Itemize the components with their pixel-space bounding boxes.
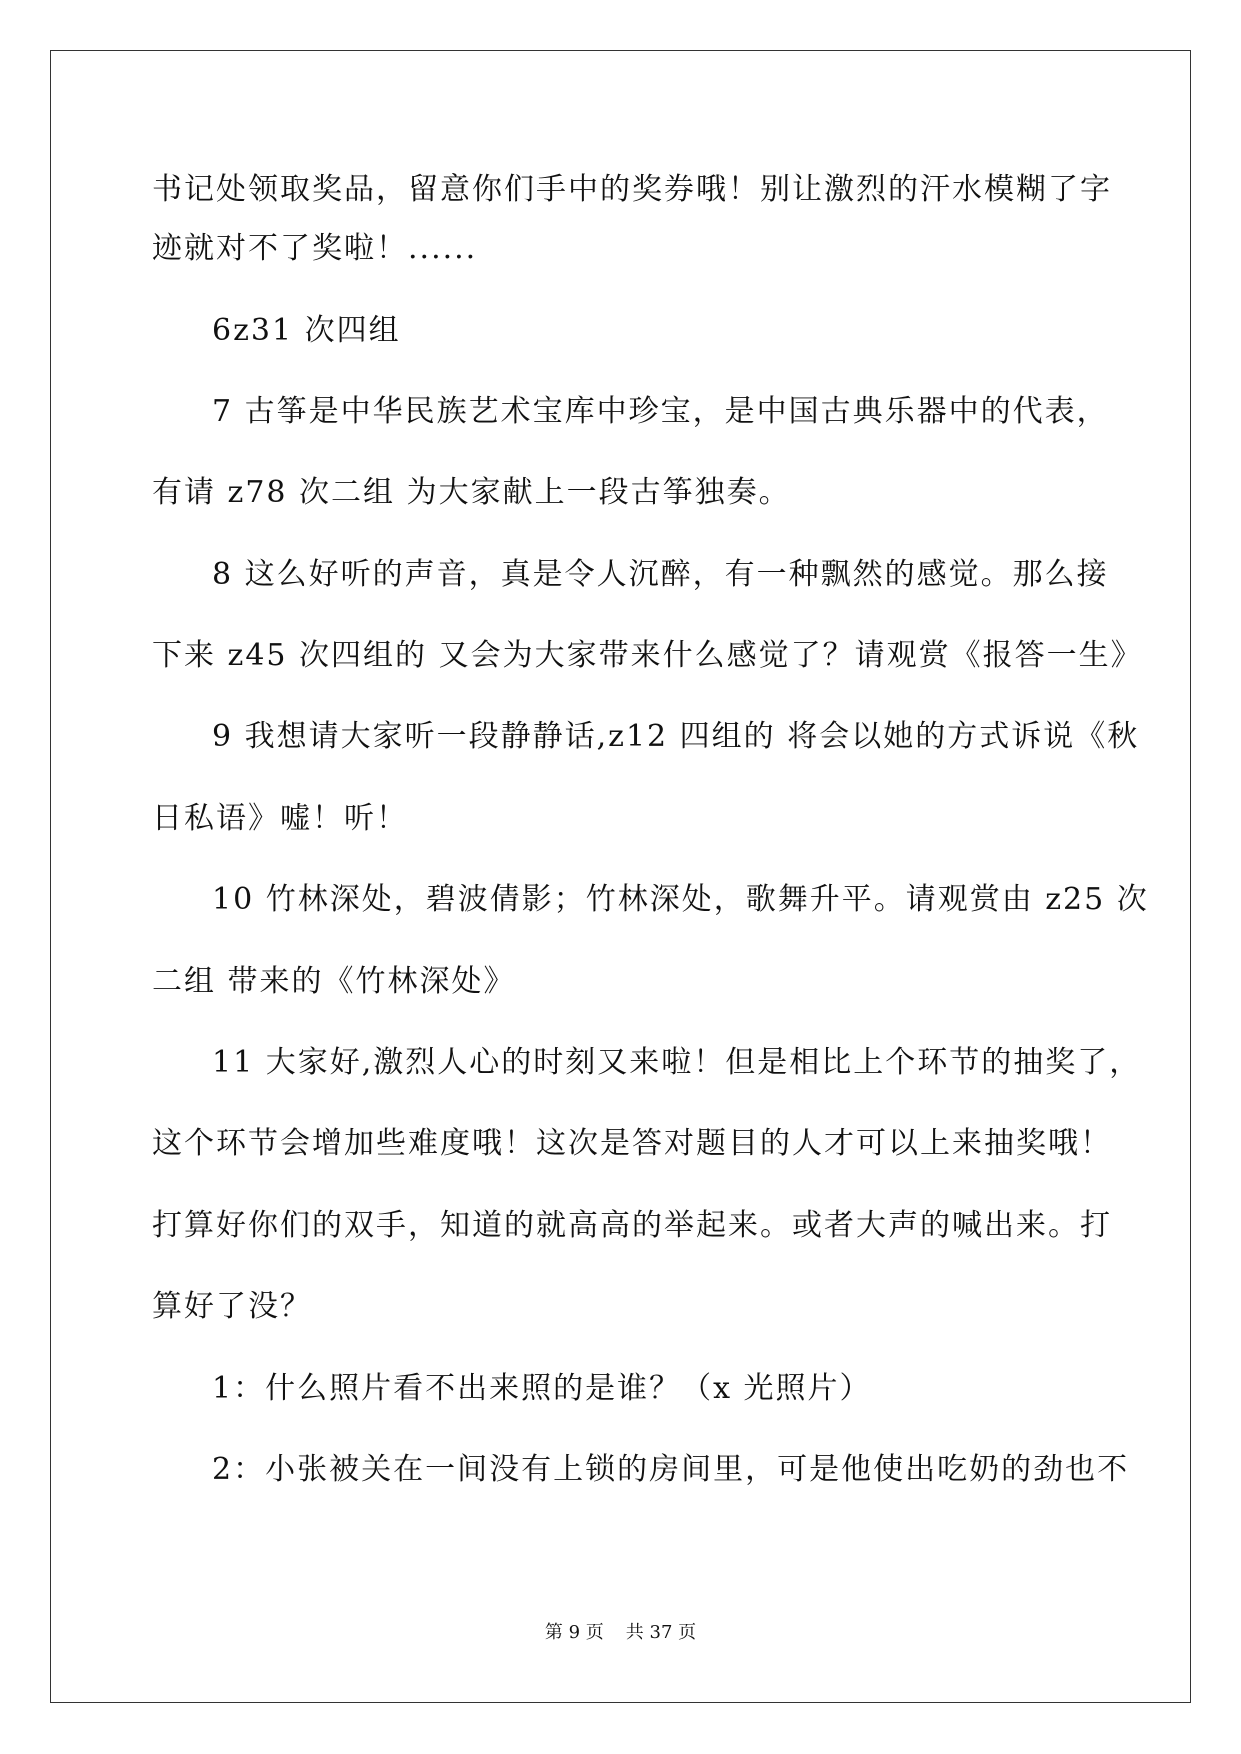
text-line: 下来 z45 次四组的 又会为大家带来什么感觉了？请观赏《报答一生》 xyxy=(152,638,1143,673)
text-line: 11 大家好,激烈人心的时刻又来啦！但是相比上个环节的抽奖了， xyxy=(212,1045,1142,1080)
text-line: 2：小张被关在一间没有上锁的房间里，可是他使出吃奶的劲也不 xyxy=(212,1452,1130,1487)
text-line: 有请 z78 次二组 为大家献上一段古筝独奏。 xyxy=(152,475,791,510)
text-line: 日私语》嘘！听！ xyxy=(152,801,408,836)
text-line: 1：什么照片看不出来照的是谁？（x 光照片） xyxy=(212,1371,872,1406)
page-total: 共 37 页 xyxy=(625,1622,697,1643)
text-line: 8 这么好听的声音，真是令人沉醉，有一种飘然的感觉。那么接 xyxy=(212,557,1109,592)
text-line: 书记处领取奖品，留意你们手中的奖券哦！别让激烈的汗水模糊了字 xyxy=(152,172,1112,207)
text-line: 9 我想请大家听一段静静话,z12 四组的 将会以她的方式诉说《秋 xyxy=(212,719,1140,754)
page-footer xyxy=(0,1621,1241,1645)
text-line: 打算好你们的双手，知道的就高高的举起来。或者大声的喊出来。打 xyxy=(152,1208,1112,1243)
text-line: 这个环节会增加些难度哦！这次是答对题目的人才可以上来抽奖哦！ xyxy=(152,1126,1112,1161)
page-number: 第 9 页 xyxy=(544,1622,604,1643)
text-line: 6z31 次四组 xyxy=(212,313,401,348)
text-line: 算好了没？ xyxy=(152,1289,312,1324)
text-line: 10 竹林深处，碧波倩影；竹林深处，歌舞升平。请观赏由 z25 次 xyxy=(212,882,1149,917)
text-line: 迹就对不了奖啦！...... xyxy=(152,231,478,266)
text-line: 二组 带来的《竹林深处》 xyxy=(152,964,516,999)
text-line: 7 古筝是中华民族艺术宝库中珍宝，是中国古典乐器中的代表， xyxy=(212,394,1109,429)
